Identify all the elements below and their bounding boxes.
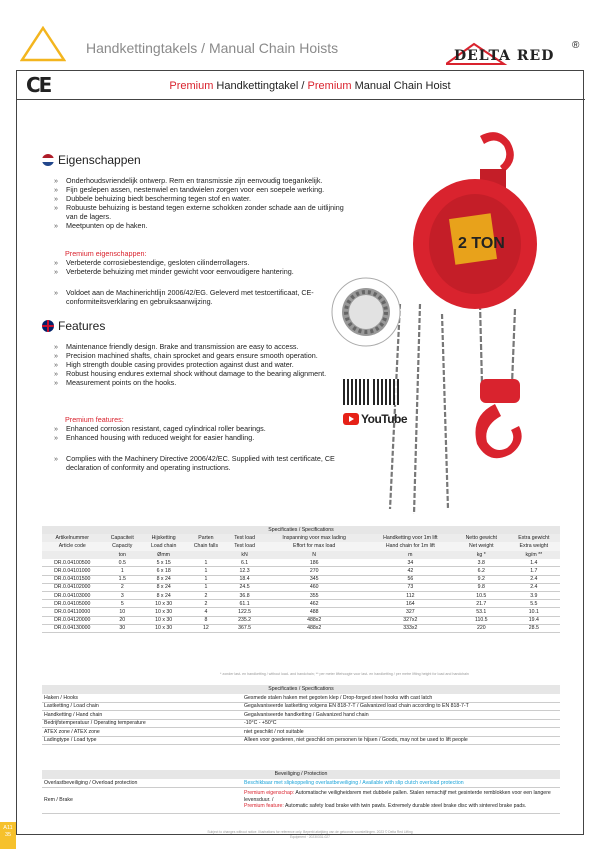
table-cell: 270 xyxy=(263,567,366,575)
brake-text-nl: Automatische veiligheidsrem met dubbele pallen. Stalen remschijf met gesinterde remblokken voor een langere levensduur. / xyxy=(244,790,551,803)
premium-heading-nl: Premium eigenschappen: xyxy=(65,249,147,258)
table-cell: 61.1 xyxy=(227,600,263,608)
table-cell: 2.4 xyxy=(508,575,560,583)
table-cell: 333x2 xyxy=(366,624,455,632)
table-cell: 6.2 xyxy=(455,567,508,575)
table-cell: Extra gewicht xyxy=(508,534,560,542)
table-cell: DR.0.04100500 xyxy=(42,559,102,567)
table-cell: 10.1 xyxy=(508,608,560,616)
premium-label: Premium eigenschap: xyxy=(244,790,295,797)
table-cell: Test load xyxy=(227,542,263,550)
table-cell: Inspanning voor max lading xyxy=(263,534,366,542)
table-cell: Overlastbeveiliging / Overload protection xyxy=(42,779,242,788)
table-cell: 30 xyxy=(102,624,142,632)
table-cell: 3.8 xyxy=(455,559,508,567)
brand-logo xyxy=(446,40,586,70)
table-cell: 1 xyxy=(102,567,142,575)
table-cell: 460 xyxy=(263,583,366,591)
table-cell: 2 xyxy=(185,592,226,600)
table-cell: DR.0.04101000 xyxy=(42,567,102,575)
table-cell: 21.7 xyxy=(455,600,508,608)
warning-triangle-icon xyxy=(20,26,66,62)
list-item: » High strength double casing provides protection against dust and water. xyxy=(54,360,344,369)
premium-label: Premium xyxy=(169,80,214,92)
section-heading-text: Features xyxy=(58,319,106,333)
qr-code-en[interactable] xyxy=(373,379,399,405)
table-cell: DR.0.04101500 xyxy=(42,575,102,583)
table-cell: Parten xyxy=(185,534,226,542)
table-row xyxy=(42,624,560,632)
table-cell: DR.0.04103000 xyxy=(42,592,102,600)
page-number: 35 xyxy=(4,832,12,838)
table-cell: 10 x 30 xyxy=(142,600,185,608)
list-item: » Enhanced housing with reduced weight for easier handling. xyxy=(54,433,344,442)
table-header-row xyxy=(42,551,560,559)
capacity-label: 2 TON xyxy=(458,235,505,252)
table-cell: Beschikbaar met slipkoppeling overlastbeveiliging / Available with slip clutch overload protection xyxy=(242,779,560,788)
brake-text-en: Automatic safety load brake with twin pawls. Extremely durable steel brake disc with sintered brake pads. xyxy=(283,803,527,810)
table-cell: 4 xyxy=(185,608,226,616)
table-cell: 53.1 xyxy=(455,608,508,616)
table-cell: Chain falls xyxy=(185,542,226,550)
page-tab-code: A11 xyxy=(3,825,13,831)
table-cell: 3.9 xyxy=(508,592,560,600)
list-item: » Complies with the Machinery Directive 2006/42/EC. Supplied with test certificate, CE declaration of conformity and operating instructions. xyxy=(54,454,344,472)
list-item: » Robuuste behuizing is bestand tegen externe schokken zonder schade aan de uitlijning van de lagers. xyxy=(54,203,344,221)
table-cell: ton xyxy=(102,551,142,559)
page-header xyxy=(0,0,600,70)
table-cell: 220 xyxy=(455,624,508,632)
top-hook-icon xyxy=(480,132,514,172)
table-cell: 73 xyxy=(366,583,455,591)
table-cell: Rem / Brake xyxy=(42,787,242,813)
list-item: » Voldoet aan de Machinerichtlijn 2006/42/EG. Geleverd met testcertificaat, CE-conformiteitsverklaring en gebruiksaanwijzing. xyxy=(54,288,344,306)
table-cell xyxy=(185,551,226,559)
general-specifications-table xyxy=(42,685,560,745)
table-row xyxy=(42,702,560,711)
load-chain-icon xyxy=(480,304,515,384)
table-cell: Handketting / Hand chain xyxy=(42,711,242,720)
table-cell: 6.1 xyxy=(227,559,263,567)
table-cell: 2 xyxy=(102,583,142,591)
table-cell: Ømm xyxy=(142,551,185,559)
table-row xyxy=(42,575,560,583)
list-item: » Precision machined shafts, chain sprocket and gears ensure smooth operation. xyxy=(54,351,344,360)
feature-list-en xyxy=(54,342,344,387)
protection-table xyxy=(42,770,560,814)
table-cell: 9.8 xyxy=(455,583,508,591)
table-cell: 488x2 xyxy=(263,616,366,624)
table-cell: kN xyxy=(227,551,263,559)
list-item: » Dubbele behuizing biedt bescherming tegen stof en water. xyxy=(54,194,344,203)
table-cell: 12 xyxy=(185,624,226,632)
table-row xyxy=(42,787,560,813)
table-cell: 488 xyxy=(263,608,366,616)
table-cell: 5 xyxy=(102,600,142,608)
list-item: » Measurement points on the hooks. xyxy=(54,378,344,387)
table-caption: Specificaties / Specifications xyxy=(42,526,560,534)
table-row xyxy=(42,719,560,728)
table-row xyxy=(42,567,560,575)
table-cell: 164 xyxy=(366,600,455,608)
table-cell: 1 xyxy=(185,583,226,591)
premium-list-nl xyxy=(54,258,344,276)
table-cell: kg * xyxy=(455,551,508,559)
specifications-table xyxy=(42,526,560,633)
table-row xyxy=(42,592,560,600)
table-row xyxy=(42,711,560,720)
uk-flag-icon xyxy=(42,320,54,332)
section-heading-text: Eigenschappen xyxy=(58,153,141,167)
table-cell: 345 xyxy=(263,575,366,583)
table-cell: Alleen voor goederen, niet geschikt om personen te hijsen / Goods, may not be used to lift people xyxy=(242,736,560,745)
table-cell: 1.7 xyxy=(508,567,560,575)
table-cell: 10 x 30 xyxy=(142,624,185,632)
page-tab xyxy=(0,822,16,849)
table-cell: 367.5 xyxy=(227,624,263,632)
table-cell: Bedrijfstemperatuur / Operating temperature xyxy=(42,719,242,728)
table-cell: 8 x 24 xyxy=(142,575,185,583)
table-header-row xyxy=(42,542,560,550)
table-footnote: * zonder last- en handketting / without load- and handchain; ** per meter liftehoogte voor last- en handketting / per metre lifting height for load and handchain xyxy=(220,672,469,676)
section-heading-en xyxy=(42,319,105,333)
table-cell: 2.4 xyxy=(508,583,560,591)
table-cell: m xyxy=(366,551,455,559)
section-heading-nl xyxy=(42,153,141,167)
list-item: » Enhanced corrosion resistant, caged cylindrical roller bearings. xyxy=(54,424,344,433)
table-cell: 10.5 xyxy=(455,592,508,600)
table-cell: N xyxy=(263,551,366,559)
table-cell: 186 xyxy=(263,559,366,567)
product-name-nl: Handkettingtakel / xyxy=(213,80,308,92)
table-cell: 8 xyxy=(185,616,226,624)
table-cell: Capaciteit xyxy=(102,534,142,542)
table-cell: 56 xyxy=(366,575,455,583)
table-row xyxy=(42,583,560,591)
product-name-en: Manual Chain Hoist xyxy=(351,80,451,92)
table-cell: 8 x 24 xyxy=(142,592,185,600)
table-cell: 10 xyxy=(102,608,142,616)
table-caption: Specificaties / Specifications xyxy=(42,685,560,694)
list-item: » Meetpunten op de haken. xyxy=(54,221,344,230)
table-cell: 10 x 30 xyxy=(142,616,185,624)
dutch-flag-icon xyxy=(42,154,54,166)
table-cell: DR.0.04105000 xyxy=(42,600,102,608)
table-cell: 355 xyxy=(263,592,366,600)
chain-hoist-illustration xyxy=(330,124,580,524)
table-cell: 1 xyxy=(185,575,226,583)
table-cell xyxy=(242,787,560,813)
table-cell: 3 xyxy=(102,592,142,600)
table-cell: 1 xyxy=(185,567,226,575)
table-cell: Article code xyxy=(42,542,102,550)
premium-label: Premium xyxy=(307,80,352,92)
table-row xyxy=(42,616,560,624)
feature-list-nl xyxy=(54,176,344,230)
hand-chain-icon xyxy=(390,304,448,514)
table-cell: 462 xyxy=(263,600,366,608)
table-cell: DR.0.04110000 xyxy=(42,608,102,616)
table-cell: 6 x 18 xyxy=(142,567,185,575)
table-cell: Hijsketting xyxy=(142,534,185,542)
table-cell: 34 xyxy=(366,559,455,567)
table-cell: 122.5 xyxy=(227,608,263,616)
table-cell: 8 x 24 xyxy=(142,583,185,591)
table-cell: 488x2 xyxy=(263,624,366,632)
logo-registered-mark: ® xyxy=(572,40,580,51)
table-cell: 1 xyxy=(185,559,226,567)
table-cell: Handketting voor 1m lift xyxy=(366,534,455,542)
table-cell: 110.5 xyxy=(455,616,508,624)
list-item: » Verbeterde corrosiebestendige, gesloten cilinderrollagers. xyxy=(54,258,344,267)
table-cell: 9.2 xyxy=(455,575,508,583)
table-cell: 28.5 xyxy=(508,624,560,632)
youtube-label: YouTube xyxy=(361,412,408,426)
compliance-en xyxy=(54,454,344,472)
table-cell: Capacity xyxy=(102,542,142,550)
table-cell: 235.2 xyxy=(227,616,263,624)
table-row xyxy=(42,559,560,567)
table-row xyxy=(42,608,560,616)
table-cell: 20 xyxy=(102,616,142,624)
table-cell: 18.4 xyxy=(227,575,263,583)
table-cell: 327 xyxy=(366,608,455,616)
table-cell: 5 x 15 xyxy=(142,559,185,567)
table-cell: 36.8 xyxy=(227,592,263,600)
table-cell: Effort for max load xyxy=(263,542,366,550)
table-row xyxy=(42,600,560,608)
table-cell: ATEX zone / ATEX zone xyxy=(42,728,242,737)
qr-code-nl[interactable] xyxy=(343,379,369,405)
table-cell: 327x2 xyxy=(366,616,455,624)
table-cell: 0.5 xyxy=(102,559,142,567)
table-cell: 42 xyxy=(366,567,455,575)
logo-text: DELTA RED xyxy=(454,48,555,64)
compliance-nl xyxy=(54,288,344,306)
table-cell: 19.4 xyxy=(508,616,560,624)
list-item: » Fijn geslepen assen, nestenwiel en tandwielen zorgen voor een soepele werking. xyxy=(54,185,344,194)
page-title: Handkettingtakels / Manual Chain Hoists xyxy=(86,40,339,56)
premium-label: Premium feature: xyxy=(244,803,284,810)
youtube-link[interactable] xyxy=(343,412,407,426)
table-cell: DR.0.04120000 xyxy=(42,616,102,624)
list-item: » Maintenance friendly design. Brake and transmission are easy to access. xyxy=(54,342,344,351)
table-cell: Extra weight xyxy=(508,542,560,550)
table-cell: Artikelnummer xyxy=(42,534,102,542)
table-cell: -10°C - +50°C xyxy=(242,719,560,728)
table-cell: DR.0.04102000 xyxy=(42,583,102,591)
table-header-row xyxy=(42,534,560,542)
table-cell: 1.4 xyxy=(508,559,560,567)
table-row xyxy=(42,728,560,737)
table-cell: 10 x 30 xyxy=(142,608,185,616)
list-item: » Robust housing endures external shock without damage to the bearing alignment. xyxy=(54,369,344,378)
table-cell: Net weight xyxy=(455,542,508,550)
bottom-hook-icon xyxy=(475,404,521,458)
list-item: » Verbeterde behuizing met minder gewicht voor eenvoudigere hantering. xyxy=(54,267,344,276)
table-cell: Lastketting / Load chain xyxy=(42,702,242,711)
table-cell: 112 xyxy=(366,592,455,600)
table-cell: 2 xyxy=(185,600,226,608)
table-cell: Ladingtype / Load type xyxy=(42,736,242,745)
table-cell xyxy=(42,551,102,559)
table-cell: Hand chain for 1m lift xyxy=(366,542,455,550)
premium-heading-en: Premium features: xyxy=(65,415,124,424)
table-cell: Netto gewicht xyxy=(455,534,508,542)
table-cell: Gegalvaniseerde handketting / Galvanized hand chain xyxy=(242,711,560,720)
table-cell: 1.5 xyxy=(102,575,142,583)
table-cell: Gesmede stalen haken met gegoten klep / Drop-forged steel hooks with cast latch xyxy=(242,694,560,703)
table-row xyxy=(42,736,560,745)
ce-mark: CE xyxy=(26,73,51,97)
table-cell: kg/m ** xyxy=(508,551,560,559)
table-cell: 5.5 xyxy=(508,600,560,608)
table-caption: Beveiliging / Protection xyxy=(42,770,560,779)
table-cell: niet geschikt / not suitable xyxy=(242,728,560,737)
table-cell: Test load xyxy=(227,534,263,542)
table-cell: Haken / Hooks xyxy=(42,694,242,703)
table-cell: 12.3 xyxy=(227,567,263,575)
table-cell: DR.0.04130000 xyxy=(42,624,102,632)
table-cell: 24.5 xyxy=(227,583,263,591)
table-cell: Gegalvaniseerde lastketting volgens EN 818-7-T / Galvanized load chain according to EN 818-7-T xyxy=(242,702,560,711)
list-item: » Onderhoudsvriendelijk ontwerp. Rem en transmissie zijn eenvoudig toegankelijk. xyxy=(54,176,344,185)
table-row xyxy=(42,779,560,788)
table-row xyxy=(42,694,560,703)
bottom-disclaimer: Subject to changes without notice. Illustrations for reference only. Beperkt afwijking van de getoonde voorstellingen. 2023 © Delta Red Lifting Equipment · 20230331-027 xyxy=(207,830,413,839)
youtube-play-icon xyxy=(343,413,359,425)
table-cell: Load chain xyxy=(142,542,185,550)
product-title xyxy=(0,80,600,92)
premium-list-en xyxy=(54,424,344,442)
